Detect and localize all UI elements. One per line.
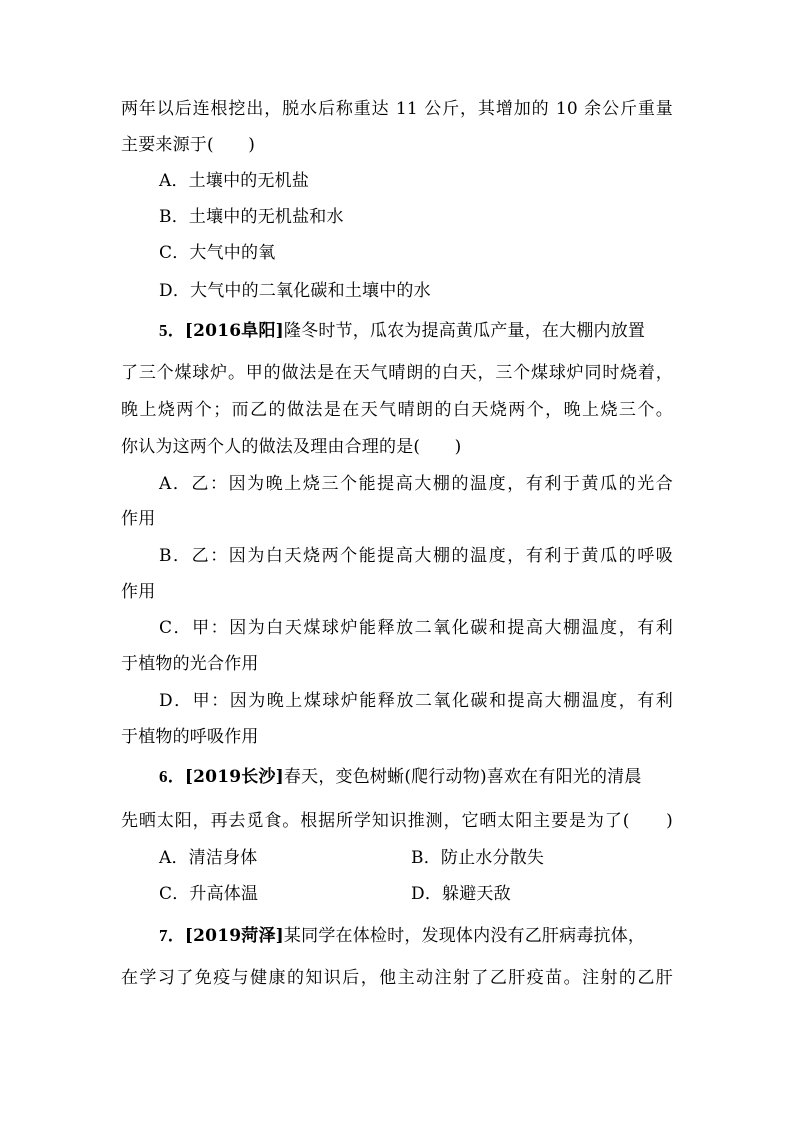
q7-number: 7． [159,926,185,945]
q6-option-a: A．清洁身体 [159,848,258,868]
q5-number: 5． [159,321,185,340]
q4-option-a: A．土壤中的无机盐 [159,171,310,191]
q5-stem-line-1 [159,320,645,342]
q5-stem-text: 隆冬时节，瓜农为提高黄瓜产量，在大棚内放置 [283,321,646,341]
q4-stem-line-1: 两年以后连根挖出，脱水后称重达 11 公斤，其增加的 10 余公斤重量 [121,99,673,119]
q5-option-d-cont: 于植物的呼吸作用 [121,727,259,747]
q5-stem-line-4: 你认为这两个人的做法及理由合理的是( ) [121,437,462,457]
q5-option-d: D．甲：因为晚上煤球炉能释放二氧化碳和提高大棚温度，有利 [159,691,673,711]
q6-option-b: B．防止水分散失 [411,848,545,868]
q5-stem-line-3: 晚上烧两个；而乙的做法是在天气晴朗的白天烧两个，晚上烧三个。 [121,400,673,420]
q4-option-d: D．大气中的二氧化碳和土壤中的水 [159,281,431,301]
q4-option-c: C．大气中的氧 [159,243,276,263]
q5-option-c-cont: 于植物的光合作用 [121,654,259,674]
q5-option-a: A．乙：因为晚上烧三个能提高大棚的温度，有利于黄瓜的光合 [159,474,673,494]
q5-option-b: B．乙：因为白天烧两个能提高大棚的温度，有利于黄瓜的呼吸 [159,546,673,566]
q5-stem-line-2: 了三个煤球炉。甲的做法是在天气晴朗的白天，三个煤球炉同时烧着， [121,363,673,383]
q6-number: 6． [159,767,185,786]
q6-stem-text: 春天，变色树蜥(爬行动物)喜欢在有阳光的清晨 [283,767,642,787]
q6-stem-line-1 [159,766,642,788]
q5-source-tag: [2016阜阳] [184,321,284,341]
q7-stem-line-2: 在学习了免疫与健康的知识后，他主动注射了乙肝疫苗。注射的乙肝 [121,968,673,988]
q6-option-d: D．躲避天敌 [411,884,511,904]
q7-source-tag: [2019菏泽] [184,926,284,946]
q7-stem-line-1 [159,925,645,947]
q6-stem-line-2: 先晒太阳，再去觅食。根据所学知识推测，它晒太阳主要是为了( ) [121,811,673,831]
q6-option-c: C．升高体温 [159,884,259,904]
q4-stem-line-2: 主要来源于( ) [121,135,256,155]
q7-stem-text: 某同学在体检时，发现体内没有乙肝病毒抗体， [283,926,646,946]
q5-option-a-cont: 作用 [121,509,156,529]
q4-option-b: B．土壤中的无机盐和水 [159,207,344,227]
q5-option-c: C．甲：因为白天煤球炉能释放二氧化碳和提高大棚温度，有利 [159,618,673,638]
q5-option-b-cont: 作用 [121,582,156,602]
q6-source-tag: [2019长沙] [184,767,284,787]
